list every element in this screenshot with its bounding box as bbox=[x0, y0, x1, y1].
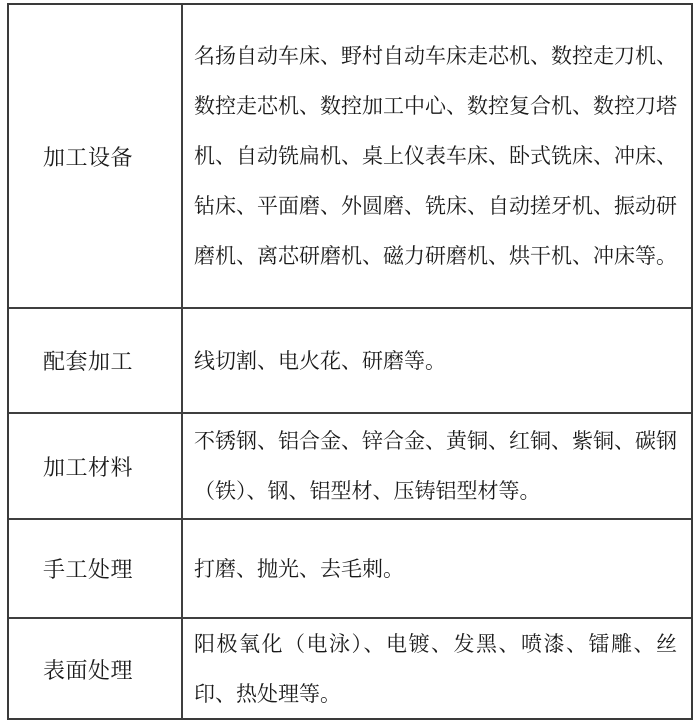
row-header-materials bbox=[9, 414, 183, 518]
row-header-label: 加工设备 bbox=[43, 144, 134, 170]
row-content-text: 名扬自动车床、野村自动车床走芯机、数控走刀机、数控走芯机、数控加工中心、数控复合机、数控刀塔机、自动铣扁机、桌上仪表车床、卧式铣床、冲床、钻床、平面磨、外圆磨、铣床、自动搓牙机、振动研磨机、离芯研磨机、磁力研磨机、烘干机、冲床等。 bbox=[194, 44, 677, 268]
row-content-text: 线切割、电火花、研磨等。 bbox=[194, 348, 446, 373]
row-header-label: 手工处理 bbox=[43, 557, 134, 582]
table-row-materials bbox=[9, 412, 691, 518]
row-header-label: 配套加工 bbox=[43, 349, 134, 374]
table-row-manual-treatment bbox=[9, 518, 691, 617]
row-content-text: 打磨、抛光、去毛刺。 bbox=[194, 556, 404, 581]
row-content-equipment bbox=[183, 5, 691, 307]
row-header-equipment bbox=[9, 5, 183, 307]
row-header-surface-treatment bbox=[9, 619, 183, 719]
row-content-materials bbox=[183, 414, 691, 518]
row-content-text: 阳极氧化（电泳）、电镀、发黑、喷漆、镭雕、丝印、热处理等。 bbox=[194, 632, 677, 706]
table-row-support-processing bbox=[9, 307, 691, 412]
row-header-manual-treatment bbox=[9, 520, 183, 617]
row-header-label: 表面处理 bbox=[43, 657, 134, 683]
row-content-surface-treatment bbox=[183, 619, 691, 719]
table-row-surface-treatment bbox=[9, 617, 691, 719]
row-content-text: 不锈钢、铝合金、锌合金、黄铜、红铜、紫铜、碳钢（铁）、钢、铝型材、压铸铝型材等。 bbox=[194, 429, 677, 503]
table-row-equipment bbox=[9, 5, 691, 307]
capabilities-table bbox=[7, 3, 693, 720]
row-content-manual-treatment bbox=[183, 520, 691, 617]
row-content-support-processing bbox=[183, 309, 691, 412]
row-header-support-processing bbox=[9, 309, 183, 412]
row-header-label: 加工材料 bbox=[43, 454, 134, 480]
